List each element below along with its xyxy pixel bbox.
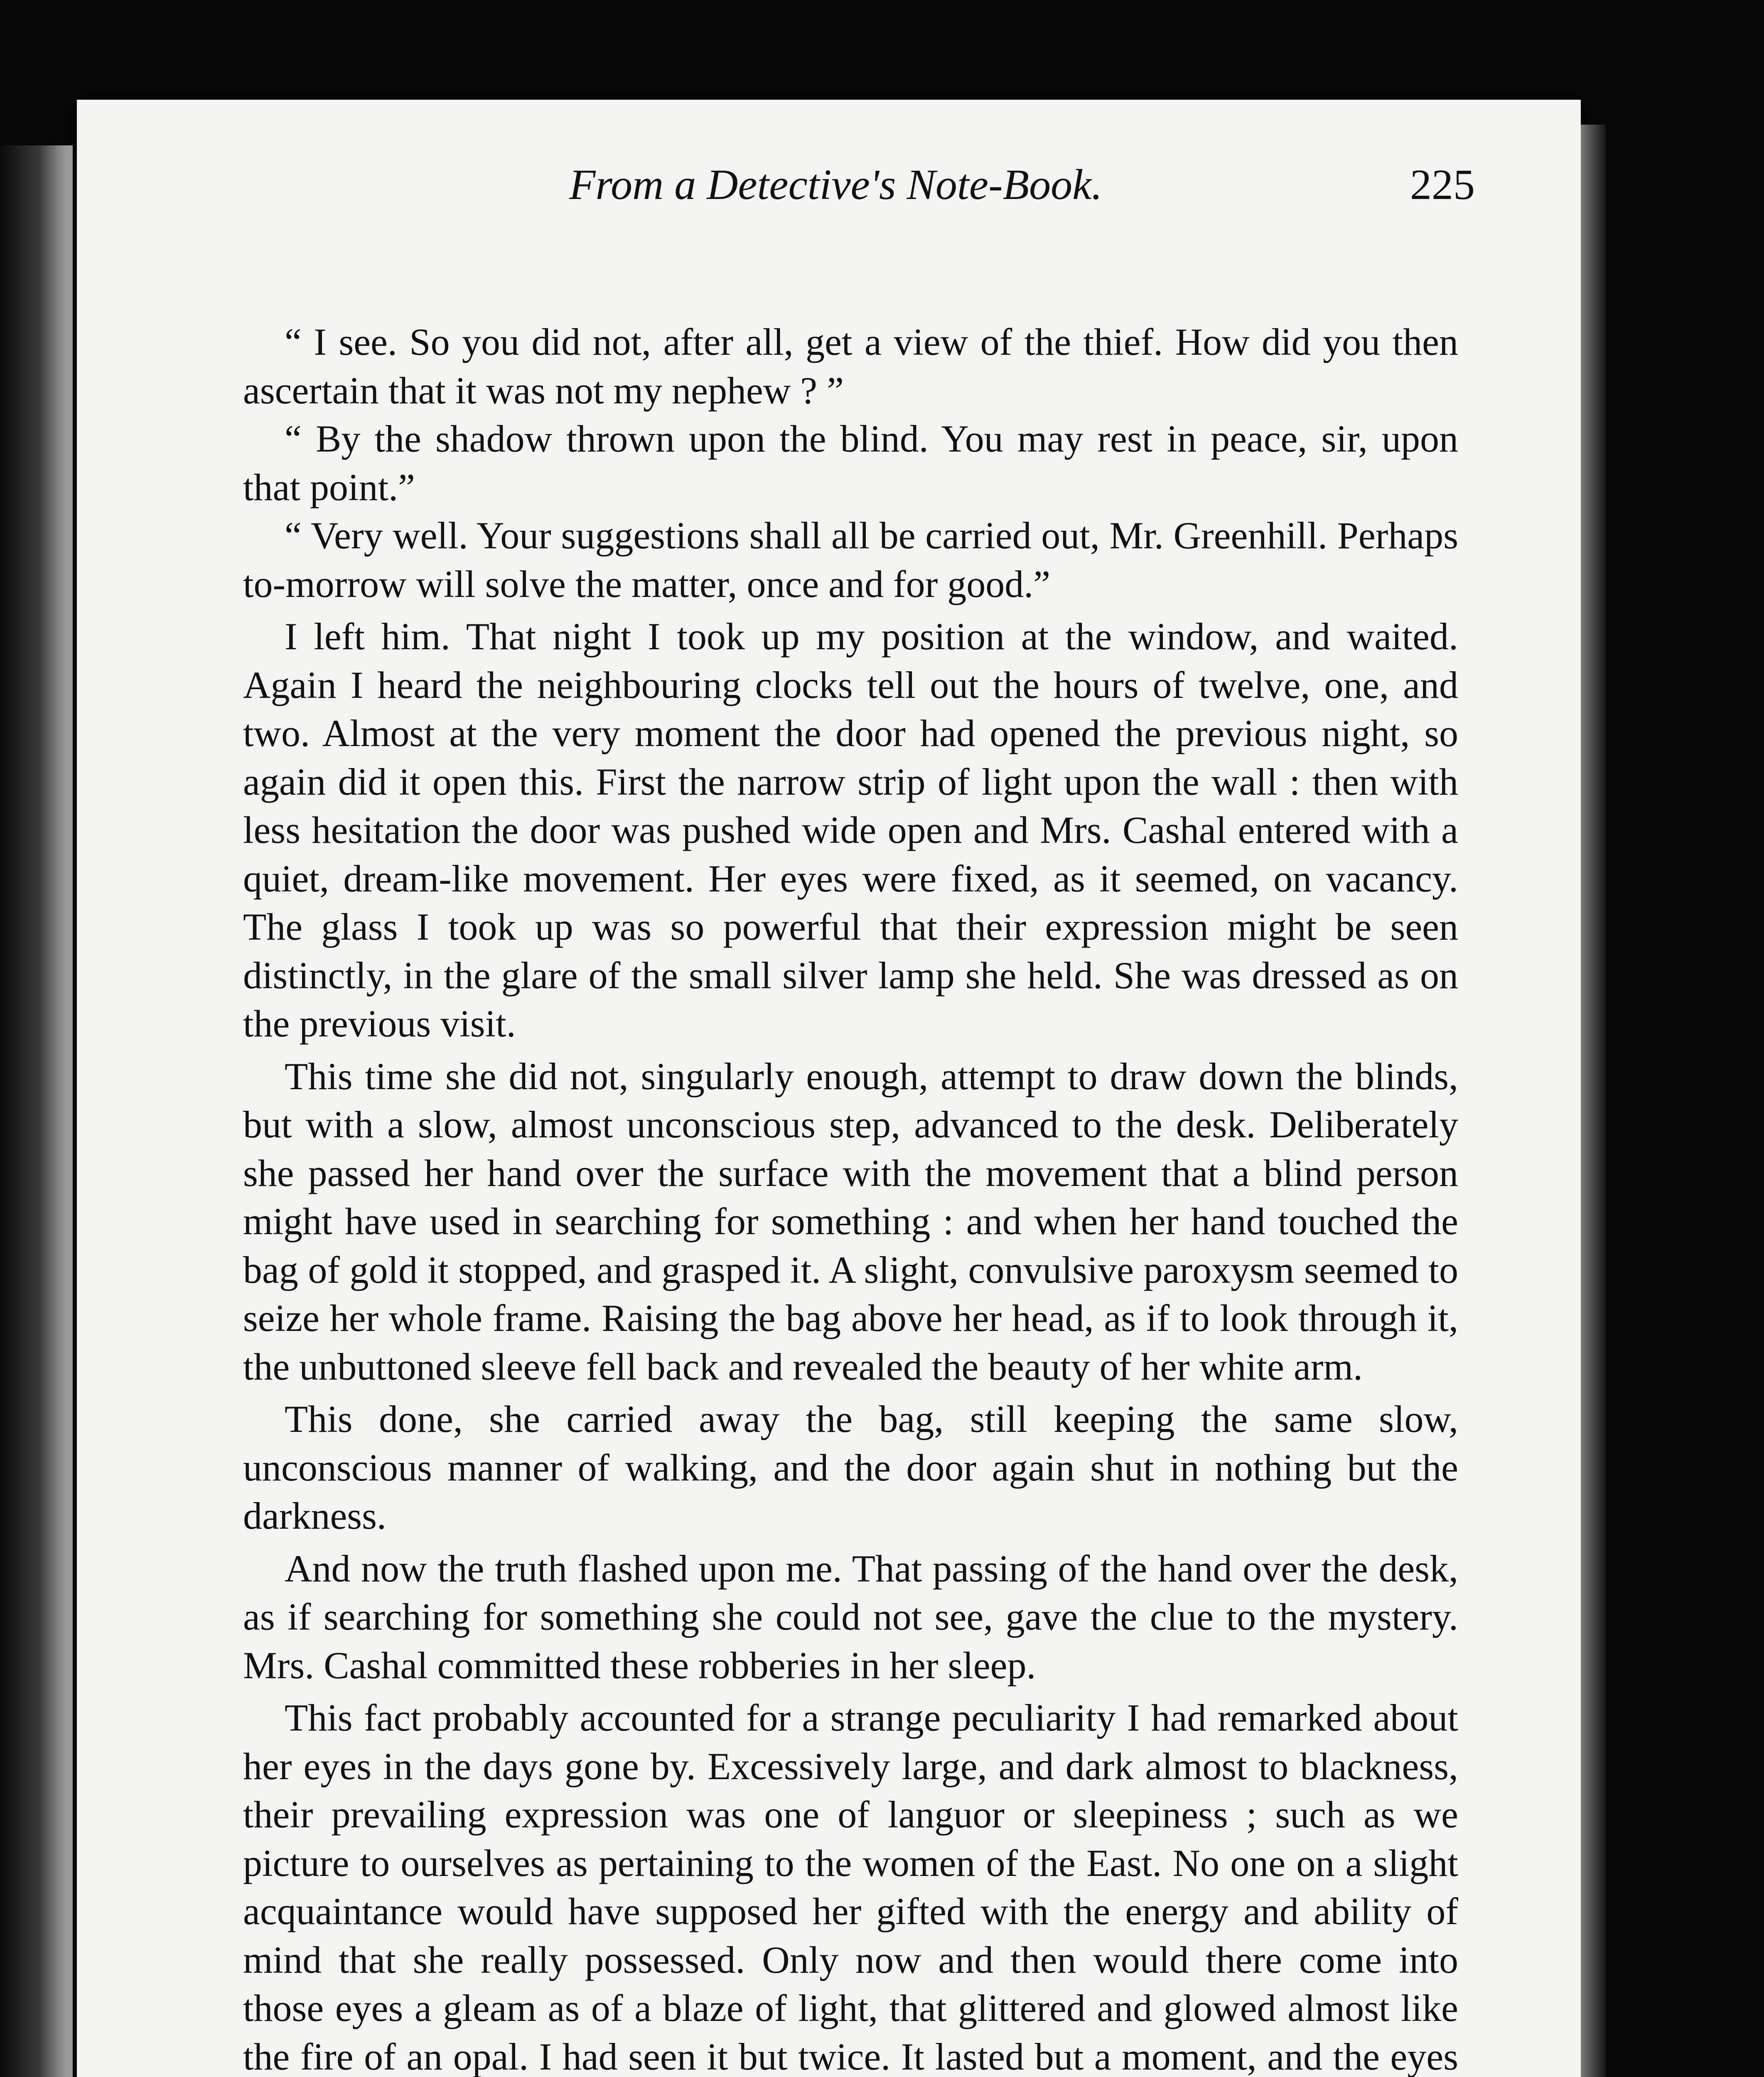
previous-page-edge xyxy=(0,145,73,2077)
running-title: From a Detective's Note-Book. xyxy=(569,161,1103,209)
paragraph-5: This time she did not, singularly enough, attempt to draw down the blinds, but with a slow, almost unconscious step, advanced to the desk. Deliberately she passed her hand over the surface with the movement that a blind person might have used in searching for something : and when her hand touched the bag of gold it stopped, and grasped it. A slight, convulsive paroxysm seemed to seize her whole frame. Raising the bag above her head, as if to look through it, the unbuttoned sleeve fell back and revealed the beauty of her white arm. xyxy=(243,1055,1458,1388)
paragraph-6: This done, she carried away the bag, still keeping the same slow, unconscious manner of walking, and the door again shut in nothing but the darkness. xyxy=(243,1398,1458,1537)
paragraph-4: I left him. That night I took up my position at the window, and waited. Again I heard the neighbouring clocks tell out the hours of twelve, one, and two. Almost at the very moment the door had opened the previous night, so again did it open this. First the narrow strip of light upon the wall : then with less hesitation the door was pushed wide open and Mrs. Cashal entered with a quiet, dream-like movement. Her eyes were fixed, as it seemed, on vacancy. The glass I took up was so powerful that their expression might be seen distinctly, in the glare of the small silver lamp she held. She was dressed as on the previous visit. xyxy=(243,615,1458,1045)
paragraph-7: And now the truth flashed upon me. That passing of the hand over the desk, as if searching for something she could not see, gave the clue to the mystery. Mrs. Cashal committed these robberies in her sleep. xyxy=(243,1547,1458,1687)
page-number: 225 xyxy=(1410,161,1475,209)
page-header xyxy=(569,160,1475,243)
paragraph-8: This fact probably accounted for a strange peculiarity I had remarked about her eyes in the days gone by. Excessively large, and dark almost to blackness, their prevailing expression was one of languor or sleepiness ; such as we picture to ourselves as pertaining to the women of the East. No one on a slight acquaintance would have supposed her gifted with the energy and ability of mind that she really possessed. Only now and then would there come into those eyes a gleam as of a blaze of light, that glittered and glowed almost like the fire of an opal. I had seen it but twice. It lasted but a moment, and the eyes xyxy=(243,1696,1458,2077)
paragraph-2: “ By the shadow thrown upon the blind. You may rest in peace, sir, upon that point.” xyxy=(243,417,1458,508)
body-text xyxy=(243,318,1458,2077)
paragraph-3: “ Very well. Your suggestions shall all be carried out, Mr. Greenhill. Perhaps to-morrow will solve the matter, once and for good.” xyxy=(243,514,1458,605)
paragraph-1: “ I see. So you did not, after all, get a view of the thief. How did you then ascertain that it was not my nephew ? ” xyxy=(243,321,1458,412)
page-binding-edge xyxy=(1581,125,1606,2077)
